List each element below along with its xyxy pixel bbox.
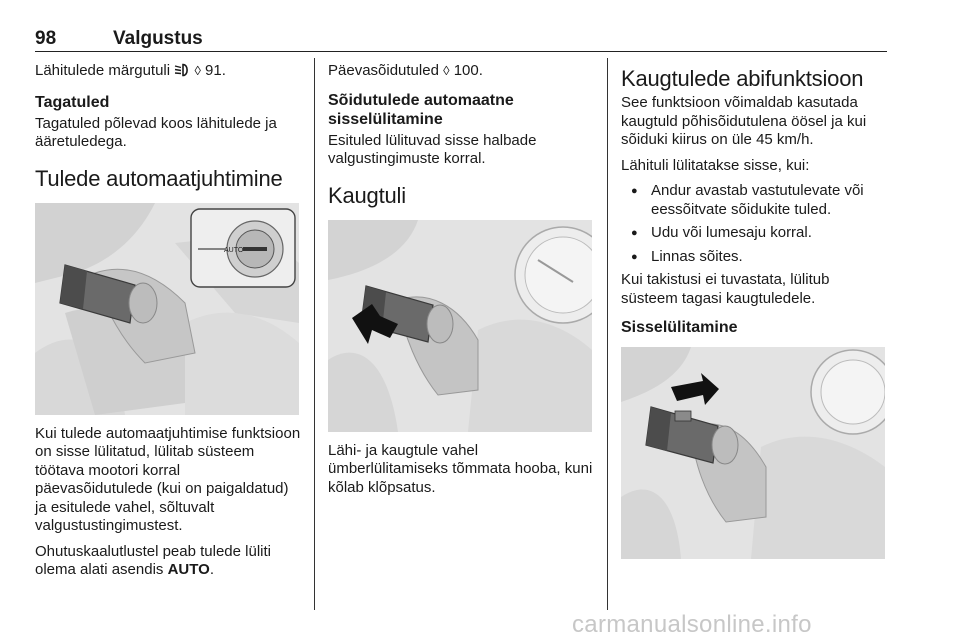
- column-3: [621, 62, 889, 569]
- heading-activation: Sisselülitamine: [621, 319, 738, 336]
- header-rule: [35, 51, 887, 52]
- low-beam-reference: Lähitulede märgutuli ◊ 91.: [35, 62, 301, 83]
- para-auto-function: Kui tulede automaatjuhtimise funktsioon on sisse lülitatud, lülitab süsteem töötava mootori korral päevasõidutulede (kui on paigaldatud) ja esitulede vahel, sõltuvalt valgustustingimustest.: [35, 424, 301, 534]
- assist-conditions-list: [621, 182, 889, 266]
- drl-reference: Päevasõidutuled ◊ 100.: [328, 62, 483, 79]
- column-1: [35, 62, 301, 587]
- column-divider-2: [607, 58, 608, 610]
- figure-light-switch-auto: [35, 203, 299, 415]
- heading-auto-light-control: Tulede automaatjuhtimine: [35, 165, 283, 191]
- para-auto-safety: Ohutuskaalutlustel peab tulede lüliti olema alati asendis AUTO.: [35, 542, 271, 578]
- running-title: Valgustus: [113, 28, 203, 49]
- heading-tail-lights: Tagatuled: [35, 93, 110, 111]
- para-high-beam: Lähi- ja kaugtule vahel ümberlülitamiseks tõmmata hooba, kuni kõlab klõpsatus.: [328, 441, 593, 496]
- low-beam-icon: [174, 63, 190, 83]
- watermark: carmanualsonline.info: [572, 611, 812, 638]
- list-item: ● Andur avastab vastutulevate või eessõitvate sõidukite tuled.: [621, 182, 889, 219]
- para-assist-conditions: Lähituli lülitatakse sisse, kui:: [621, 156, 810, 174]
- heading-high-beam-assist: Kaugtulede abifunktsioon: [621, 66, 864, 91]
- list-item: ● Udu või lumesaju korral.: [621, 224, 889, 243]
- heading-auto-switch-on: Sõidutulede automaatne sisselülitamine: [328, 91, 514, 128]
- auto-position-label: AUTO: [167, 561, 210, 578]
- figure-high-beam-lever: [328, 220, 592, 432]
- heading-high-beam: Kaugtuli: [328, 182, 406, 208]
- column-divider-1: [314, 58, 315, 610]
- inset-auto-label: AUTO: [224, 246, 244, 254]
- para-assist-return: Kui takistusi ei tuvastata, lülitub süsteem tagasi kaugtuledele.: [621, 271, 830, 307]
- page-header: [35, 28, 885, 50]
- para-auto-switch-on: Esituled lülituvad sisse halbade valgustingimuste korral.: [328, 131, 537, 167]
- list-item: ● Linnas sõites.: [621, 248, 889, 267]
- para-assist-description: See funktsioon võimaldab kasutada kaugtuld põhisõidutulena öösel ja kui sõiduki kiirus on üle 45 km/h.: [621, 94, 867, 148]
- column-2: [328, 62, 594, 504]
- page-ref-icon: ◊: [194, 63, 201, 78]
- page-number: 98: [35, 28, 57, 49]
- para-tail-lights: Tagatuled põlevad koos lähitulede ja ääretuledega.: [35, 114, 277, 150]
- page-ref-icon: ◊: [443, 63, 450, 78]
- figure-assist-button: [621, 347, 885, 559]
